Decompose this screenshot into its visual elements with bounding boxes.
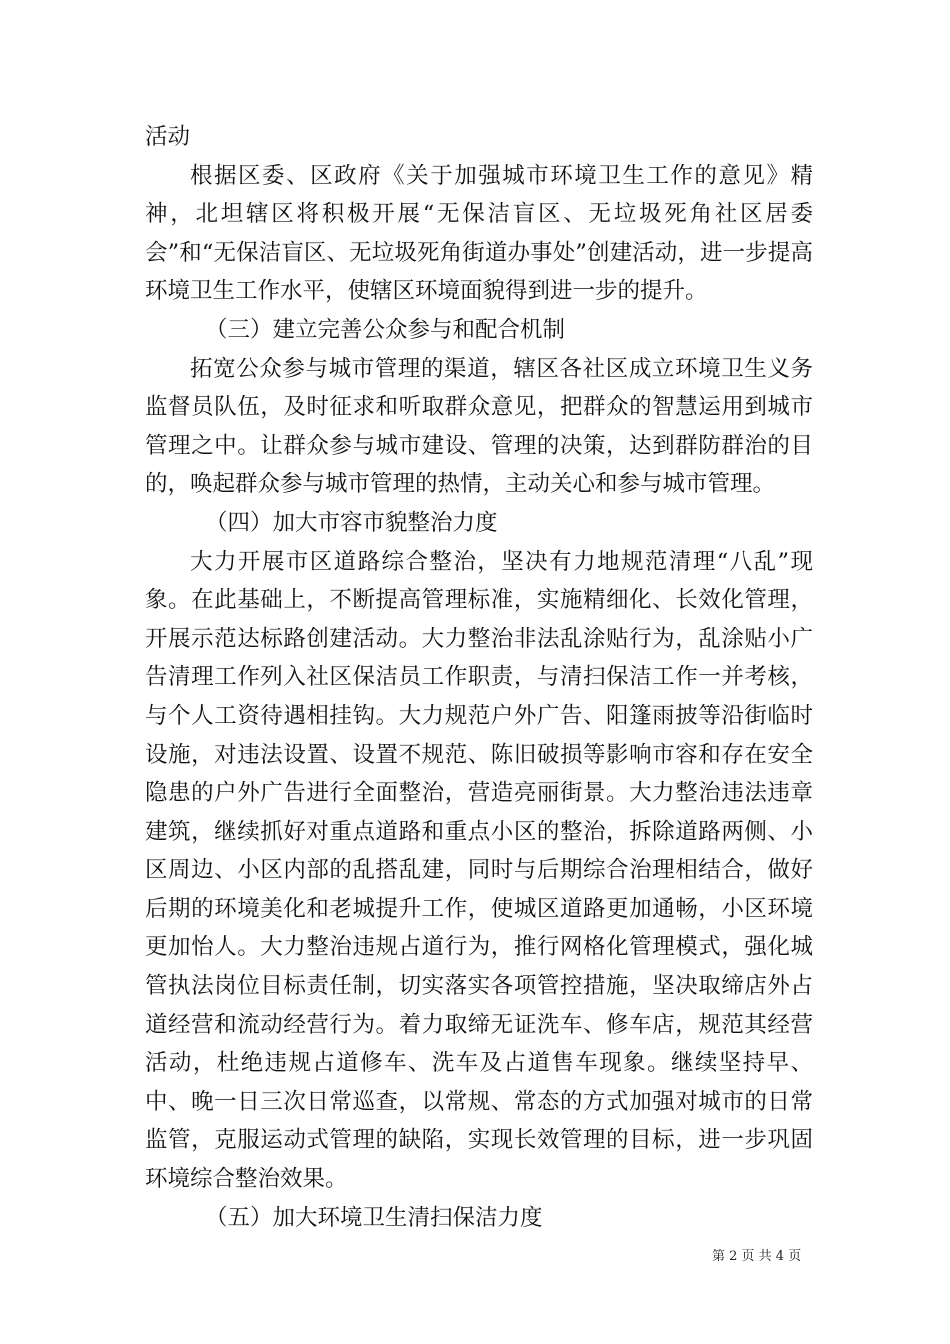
page-number-footer: 第 2 页 共 4 页: [712, 1249, 802, 1264]
document-body: [145, 118, 813, 1237]
paragraph-public-participation: 拓宽公众参与城市管理的渠道，辖区各社区成立环境卫生义务监督员队伍，及时征求和听取群众意见，把群众的智慧运用到城市管理之中。让群众参与城市建设、管理的决策，达到群防群治的目的，唤起群众参与城市管理的热情，主动关心和参与城市管理。: [145, 355, 813, 498]
section-heading-city-appearance: （四）加大市容市貌整治力度: [205, 509, 498, 536]
paragraph-continuation: 活动: [145, 124, 191, 150]
section-heading-cleaning: （五）加大环境卫生清扫保洁力度: [205, 1204, 543, 1231]
paragraph-city-sanitation-campaign: 根据区委、区政府《关于加强城市环境卫生工作的意见》精神，北坦辖区将积极开展“无保洁盲区、无垃圾死角社区居委会”和“无保洁盲区、无垃圾死角街道办事处”创建活动，进一步提高环境卫生工作水平，使辖区环境面貌得到进一步的提升。: [145, 162, 813, 305]
paragraph-city-appearance: 大力开展市区道路综合整治，坚决有力地规范清理“八乱”现象。在此基础上，不断提高管理标准，实施精细化、长效化管理，开展示范达标路创建活动。大力整治非法乱涂贴行为，乱涂贴小广告清理工作列入社区保洁员工作职责，与清扫保洁工作一并考核，与个人工资待遇相挂钩。大力规范户外广告、阳篷雨披等沿街临时设施，对违法设置、设置不规范、陈旧破损等影响市容和存在安全隐患的户外广告进行全面整治，营造亮丽街景。大力整治违法违章建筑，继续抓好对重点道路和重点小区的整治，拆除道路两侧、小区周边、小区内部的乱搭乱建，同时与后期综合治理相结合，做好后期的环境美化和老城提升工作，使城区道路更加通畅，小区环境更加怡人。大力整治违规占道行为，推行网格化管理模式，强化城管执法岗位目标责任制，切实落实各项管控措施，坚决取缔店外占道经营和流动经营行为。着力取缔无证洗车、修车店，规范其经营活动，杜绝违规占道修车、洗车及占道售车现象。继续坚持早、中、晚一日三次日常巡查，以常规、常态的方式加强对城市的日常监管，克服运动式管理的缺陷，实现长效管理的目标，进一步巩固环境综合整治效果。: [145, 548, 813, 1193]
section-heading-public-participation: （三）建立完善公众参与和配合机制: [205, 316, 566, 343]
